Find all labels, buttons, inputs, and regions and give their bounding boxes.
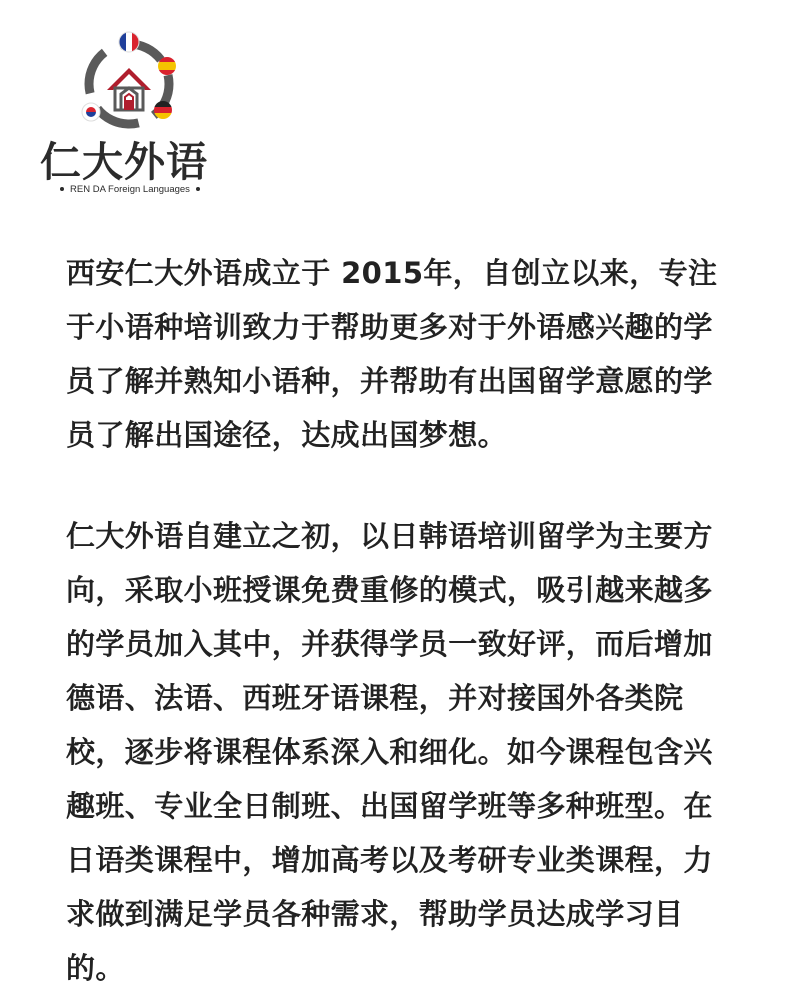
building-icon [107,68,151,110]
france-flag-icon [119,32,139,52]
intro-text [66,246,738,995]
brand-subtitle [40,184,220,196]
brand-subtitle-text: REN DA Foreign Languages [70,184,190,195]
globe-flags-logo-icon [77,30,181,134]
germany-flag-icon [154,101,172,119]
brand-name: 仁大外语 [40,138,208,186]
spain-flag-icon [158,57,176,75]
bullet-dot-icon [196,187,200,191]
bullet-dot-icon [60,187,64,191]
korea-flag-icon [82,103,100,121]
paragraph-founding: 西安仁大外语成立于 2015年，自创立以来，专注于小语种培训致力于帮助更多对于外语感兴趣的学员了解并熟知小语种，并帮助有出国留学意愿的学员了解出国途径，达成出国梦想。 [66,256,718,452]
paragraph-courses: 仁大外语自建立之初，以日韩语培训留学为主要方向，采取小班授课免费重修的模式，吸引越来越多的学员加入其中，并获得学员一致好评，而后增加德语、法语、西班牙语课程，并对接国外各类院校，逐步将课程体系深入和细化。如今课程包含兴趣班、专业全日制班、出国留学班等多种班型。在日语类课程中，增加高考以及考研专业类课程，力求做到满足学员各种需求，帮助学员达成学习目的。 [66,519,713,985]
company-logo [40,28,220,198]
